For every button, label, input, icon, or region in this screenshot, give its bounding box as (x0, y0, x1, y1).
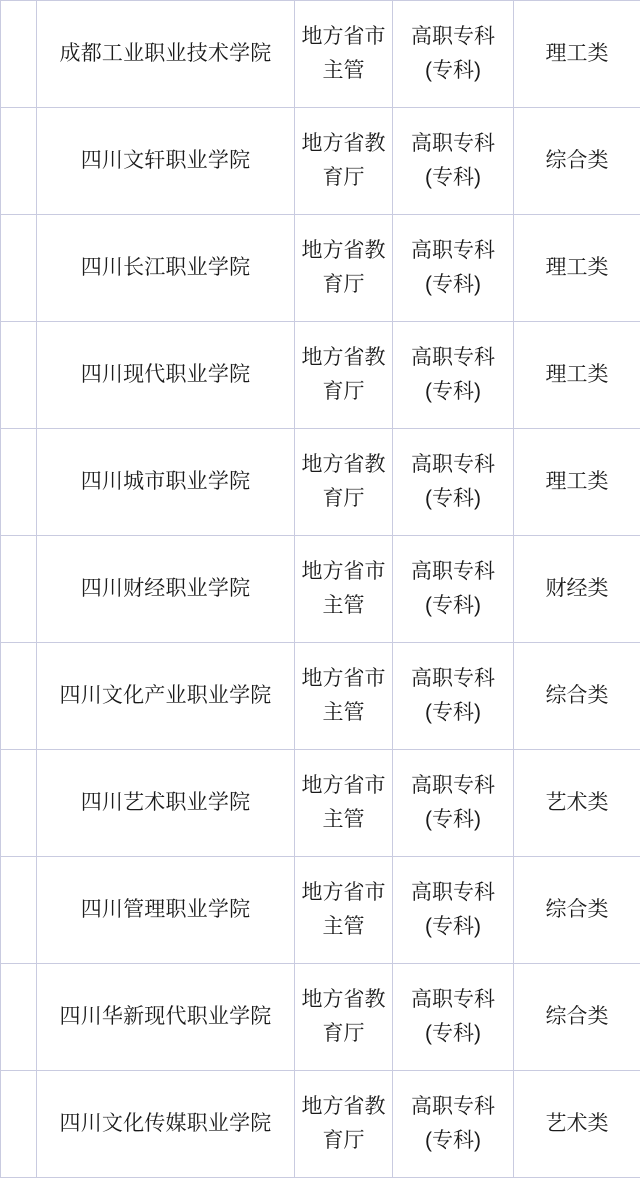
row-index-cell (1, 643, 37, 750)
admin-department-cell: 地方省教育厅 (295, 322, 393, 429)
table-row (1, 429, 640, 536)
row-index-cell (1, 1071, 37, 1178)
school-name-cell: 四川现代职业学院 (37, 322, 295, 429)
row-index-cell (1, 1, 37, 108)
row-index-cell (1, 322, 37, 429)
table-row (1, 1071, 640, 1178)
admin-department-cell: 地方省教育厅 (295, 964, 393, 1071)
school-name-cell: 成都工业职业技术学院 (37, 1, 295, 108)
school-type-cell: 综合类 (514, 964, 640, 1071)
education-level-cell: 高职专科(专科) (393, 964, 514, 1071)
row-index-cell (1, 536, 37, 643)
school-name-cell: 四川华新现代职业学院 (37, 964, 295, 1071)
education-level-cell: 高职专科(专科) (393, 643, 514, 750)
admin-department-cell: 地方省市主管 (295, 750, 393, 857)
education-level-cell: 高职专科(专科) (393, 1, 514, 108)
school-name-cell: 四川文轩职业学院 (37, 108, 295, 215)
school-type-cell: 综合类 (514, 857, 640, 964)
table-row (1, 857, 640, 964)
school-name-cell: 四川文化产业职业学院 (37, 643, 295, 750)
table-row (1, 750, 640, 857)
education-level-cell: 高职专科(专科) (393, 1071, 514, 1178)
education-level-cell: 高职专科(专科) (393, 857, 514, 964)
school-name-cell: 四川文化传媒职业学院 (37, 1071, 295, 1178)
row-index-cell (1, 215, 37, 322)
school-name-cell: 四川长江职业学院 (37, 215, 295, 322)
education-level-cell: 高职专科(专科) (393, 750, 514, 857)
table-row (1, 215, 640, 322)
school-type-cell: 艺术类 (514, 750, 640, 857)
school-name-cell: 四川财经职业学院 (37, 536, 295, 643)
education-level-cell: 高职专科(专科) (393, 429, 514, 536)
row-index-cell (1, 108, 37, 215)
table-row (1, 964, 640, 1071)
school-name-cell: 四川管理职业学院 (37, 857, 295, 964)
table-row (1, 536, 640, 643)
education-level-cell: 高职专科(专科) (393, 322, 514, 429)
school-type-cell: 财经类 (514, 536, 640, 643)
table-row (1, 1, 640, 108)
row-index-cell (1, 964, 37, 1071)
admin-department-cell: 地方省教育厅 (295, 215, 393, 322)
school-type-cell: 综合类 (514, 643, 640, 750)
table-row (1, 108, 640, 215)
education-level-cell: 高职专科(专科) (393, 536, 514, 643)
school-type-cell: 艺术类 (514, 1071, 640, 1178)
admin-department-cell: 地方省市主管 (295, 536, 393, 643)
school-type-cell: 综合类 (514, 108, 640, 215)
education-level-cell: 高职专科(专科) (393, 108, 514, 215)
table-row (1, 643, 640, 750)
school-type-cell: 理工类 (514, 322, 640, 429)
row-index-cell (1, 857, 37, 964)
school-type-cell: 理工类 (514, 429, 640, 536)
admin-department-cell: 地方省教育厅 (295, 1071, 393, 1178)
row-index-cell (1, 429, 37, 536)
school-type-cell: 理工类 (514, 1, 640, 108)
admin-department-cell: 地方省市主管 (295, 1, 393, 108)
admin-department-cell: 地方省市主管 (295, 857, 393, 964)
education-level-cell: 高职专科(专科) (393, 215, 514, 322)
row-index-cell (1, 750, 37, 857)
school-type-cell: 理工类 (514, 215, 640, 322)
admin-department-cell: 地方省教育厅 (295, 429, 393, 536)
table-body (1, 1, 640, 1178)
admin-department-cell: 地方省教育厅 (295, 108, 393, 215)
school-name-cell: 四川城市职业学院 (37, 429, 295, 536)
school-name-cell: 四川艺术职业学院 (37, 750, 295, 857)
admin-department-cell: 地方省市主管 (295, 643, 393, 750)
table-row (1, 322, 640, 429)
